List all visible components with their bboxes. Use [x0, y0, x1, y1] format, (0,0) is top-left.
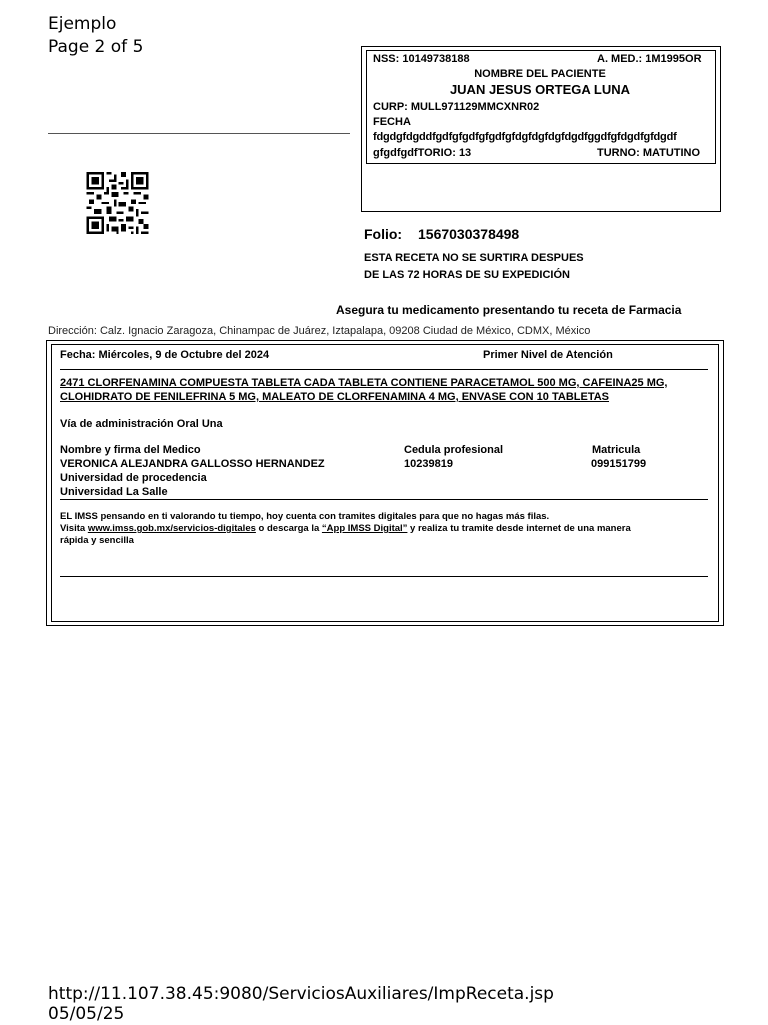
imss-tail-text: y realiza tu tramite desde internet de una manera	[407, 523, 631, 534]
doctor-label: Nombre y firma del Medico	[60, 444, 201, 456]
prescription-date: Fecha: Miércoles, 9 de Octubre del 2024	[60, 349, 270, 361]
matricula-value: 099151799	[591, 458, 647, 470]
medication-line-2: CLOHIDRATO DE FENILEFRINA 5 MG, MALEATO DE CLORFENAMINA 4 MG, ENVASE CON 10 TABLETAS	[60, 391, 610, 403]
attention-level: Primer Nivel de Atención	[483, 349, 613, 361]
signature-line	[48, 133, 350, 134]
notice-line-1: ESTA RECETA NO SE SURTIRA DESPUES	[364, 252, 584, 264]
patient-name-label: NOMBRE DEL PACIENTE	[474, 68, 606, 80]
imss-visit-text: Visita	[60, 523, 88, 534]
medication-line-1: 2471 CLORFENAMINA COMPUESTA TABLETA CADA TABLETA CONTIENE PARACETAMOL 500 MG, CAFEINA25 MG,	[60, 377, 668, 389]
address: Dirección: Calz. Ignacio Zaragoza, Chinampac de Juárez, Iztapalapa, 09208 Ciudad de México, CDMX, México	[48, 325, 591, 337]
divider	[60, 499, 708, 500]
imss-app-link[interactable]: “App IMSS Digital”	[321, 523, 408, 534]
fecha-value: fdgdgfdgddfgdfgfgdfgfgdfgfdgfdgfdgfdgdfggdfgfdgdfgfdgdf	[373, 131, 677, 143]
footer-date: 05/05/25	[48, 1004, 125, 1024]
medical-aggregate: A. MED.: 1M1995OR	[597, 53, 702, 65]
license-label: Cedula profesional	[404, 444, 504, 456]
document-title: Ejemplo	[48, 14, 117, 34]
divider	[60, 576, 708, 577]
imss-message-line-2	[60, 523, 631, 535]
university-label: Universidad de procedencia	[60, 472, 207, 484]
folio-label: Folio:	[364, 226, 403, 242]
imss-mid-text: o descarga la	[255, 523, 322, 534]
footer-url[interactable]: http://11.107.38.45:9080/ServiciosAuxiliares/ImpReceta.jsp	[48, 984, 554, 1004]
matricula-label: Matricula	[592, 444, 641, 456]
administration-route: Vía de administración Oral Una	[60, 418, 223, 430]
university-name: Universidad La Salle	[60, 486, 168, 498]
qr-code-icon	[85, 172, 150, 234]
imss-message-line-1: EL IMSS pensando en ti valorando tu tiempo, hoy cuenta con tramites digitales para que no hagas más filas.	[60, 511, 550, 522]
folio-value: 1567030378498	[418, 226, 520, 242]
patient-name: JUAN JESUS ORTEGA LUNA	[449, 82, 631, 97]
notice-line-2: DE LAS 72 HORAS DE SU EXPEDICIÓN	[364, 269, 570, 281]
nss: NSS: 10149738188	[373, 53, 470, 65]
doctor-name: VERONICA ALEJANDRA GALLOSSO HERNANDEZ	[60, 458, 325, 470]
divider	[60, 369, 708, 370]
fecha-label: FECHA	[373, 116, 411, 128]
pharmacy-notice: Asegura tu medicamento presentando tu receta de Farmacia	[336, 303, 682, 317]
turno: TURNO: MATUTINO	[597, 147, 701, 159]
imss-services-link[interactable]: www.imss.gob.mx/servicios-digitales	[87, 523, 256, 534]
consultorio: gfgdfgdfTORIO: 13	[373, 147, 472, 159]
page-indicator: Page 2 of 5	[48, 37, 144, 57]
license-value: 10239819	[404, 458, 453, 470]
curp: CURP: MULL971129MMCXNR02	[373, 101, 540, 113]
imss-message-line-3: rápida y sencilla	[60, 535, 134, 546]
